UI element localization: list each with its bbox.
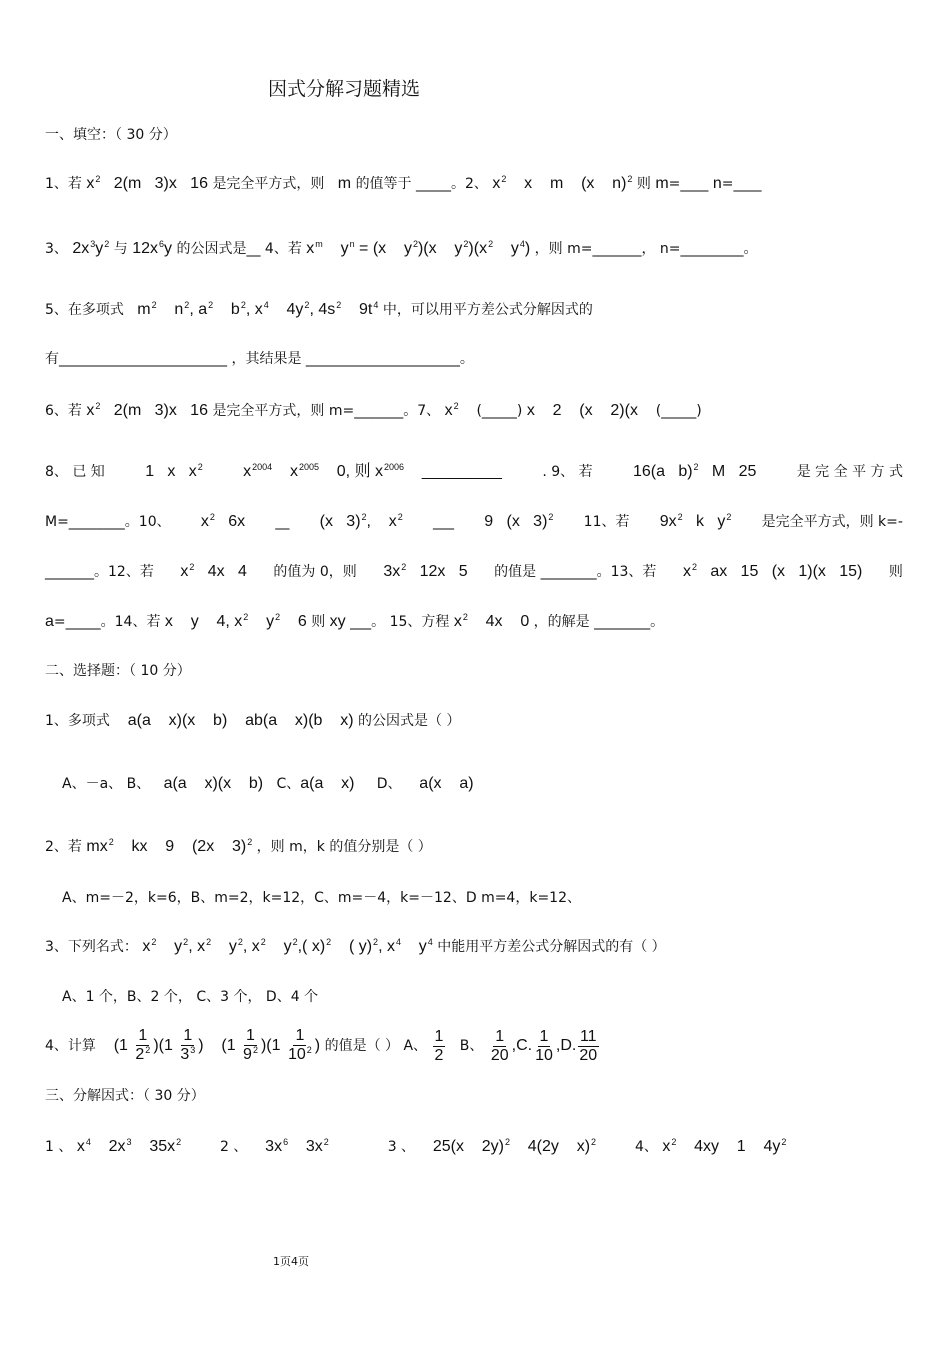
fill-line-2: 3、 $2x^3y^2$ 与 $12x^6y$ 的公因式是__ 4、若 $x^m$ $y^n = (x$ $y^2)(x$ $y^2)(x^2$ $y^4$) ，则 m=_______， n=_________。 <box>45 239 758 257</box>
choice-q2: 2、若 $mx^2$ kx 9 (2x 3)$^2$ ，则 m，k 的值分别是（ ） <box>45 837 432 855</box>
choice-q4: 4、计算 (1 $\frac{1}{2^2}$ )(1 $\frac{1}{3^3}$ ) (1 $\frac{1}{9^2}$ )(1 $\frac{1}{10^2}$ ) 的值是（ ） A、 $\frac{1}{2}$ B、 $\frac{1}{20}$ ,C. $\frac{1}{10}$ ,D. $\frac{11}{20}$ <box>45 1027 598 1064</box>
fill-line-7: M=________。10、 $x^2$ 6x __ (x 3)$^2$, $x^2$ ___ 9 (x 3)$^2$ 11、若 $9x^2$ k $y^2$ 是完全平方式，则 k=- <box>45 512 903 530</box>
factor-problems: 1 、 $x^4$ $2x^3$ $35x^2$ 2 、 $3x^6$ $3x^2$ 3 、 25(x 2y)$^2$ 4(2y x)$^2$ 4、 $x^2$ 4xy 1 $4y^2$ <box>45 1137 787 1155</box>
fill-line-5: 6、若 $x^2$ 2(m 3)x 16 是完全平方式，则 m=_______。7、 $x^2$ (_____) x 2 (x 2)(x (_____) <box>45 401 702 419</box>
choice-q1: 1、多项式 a(a x)(x b) ab(a x)(b x) 的公因式是（ ） <box>45 712 461 729</box>
page-title: 因式分解习题精选 <box>268 78 421 100</box>
fill-line-6: 8、 已 知 1 x $x^2$ $x^{2004}$ $x^{2005}$ 0, 则 $x^{2006}$ _________ . 9、 若 16(a b)$^2$ M 25 是 完 全 平 方 式 <box>45 462 903 480</box>
section-1-heading: 一、填空：（ 30 分） <box>45 127 177 143</box>
fill-line-9: a=_____。14、若 x y 4, $x^2$ $y^2$ 6 则 xy ___。 15、方程 $x^2$ 4x 0 ，的解是 ________。 <box>45 612 665 630</box>
page-number: 1页4页 <box>273 1255 309 1268</box>
section-3-heading: 三、分解因式：（ 30 分） <box>45 1088 205 1104</box>
fill-line-3: 5、在多项式 $m^2$ $n^2$, $a^2$ $b^2$, $x^4$ $4y^2$, $4s^2$ $9t^4$ 中，可以用平方差公式分解因式的 <box>45 300 593 318</box>
section-2-heading: 二、选择题：（ 10 分） <box>45 663 191 679</box>
fill-line-4: 有________________________ ，其结果是 ______________________。 <box>45 351 474 367</box>
choice-q3: 3、下列名式： $x^2$ $y^2$, $x^2$ $y^2$, $x^2$ $y^2$,( x)$^2$ ( y)$^2$, $x^4$ $y^4$ 中能用平方差公式分解因式的有（ ） <box>45 937 666 955</box>
fill-line-8: _______。12、若 $x^2$ 4x 4 的值为 0，则 $3x^2$ 12x 5 的值是 ________。13、若 $x^2$ ax 15 (x 1)(x 15) 则 <box>45 562 903 580</box>
choice-q2-options: A、m=－2，k=6，B、m=2，k=12，C、m=－4，k=－12、D m=4，k=12、 <box>62 890 581 906</box>
fill-line-1: 1、若 $x^2$ 2(m 3)x 16 是完全平方式，则 m 的值等于 _____。2、 $x^2$ x m (x n)$^2$ 则 m=____ n=____ <box>45 174 762 192</box>
choice-q3-options: A、1 个，B、2 个， C、3 个， D、4 个 <box>62 989 319 1005</box>
choice-q1-options: A、－a、 B、 a(a x)(x b) C、a(a x) D、 a(x a) <box>62 775 474 792</box>
